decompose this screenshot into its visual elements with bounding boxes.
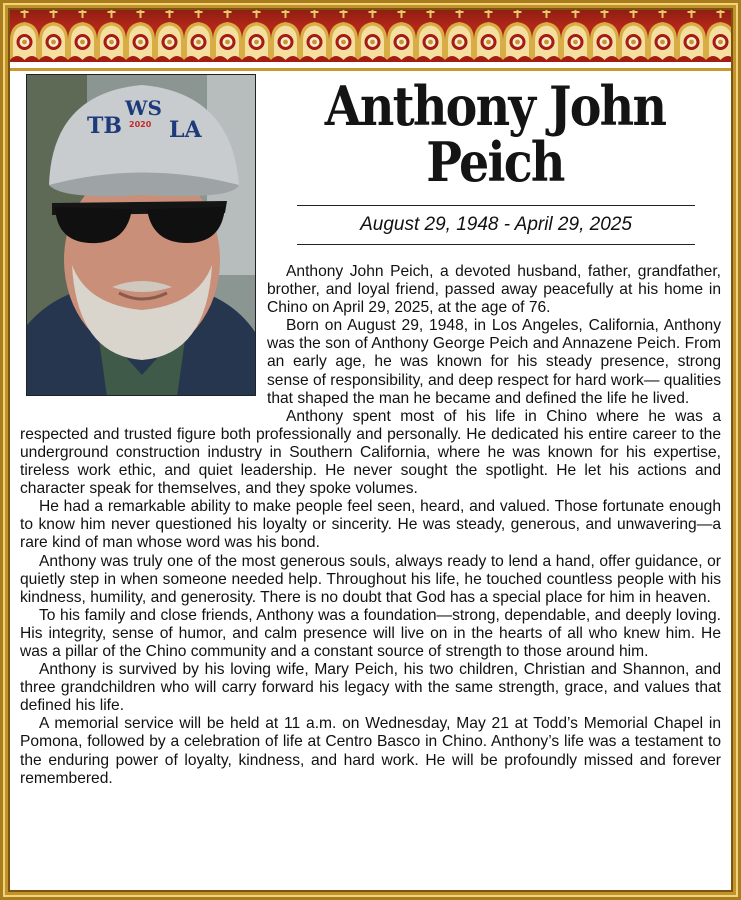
name-line-first: Anthony John (324, 74, 666, 138)
paragraph: Anthony was truly one of the most generous souls, always ready to lend a hand, offer guidance, or quietly step in when someone needed help. Throughout his life, he touched countless people with his kindness, humility, and generosity. There is no doubt that God has a special place for him in heaven. (20, 552, 721, 606)
cap-logo-la: LA (169, 117, 202, 143)
cap-logo-tb: TB (87, 113, 122, 139)
cap-logo-ws: WS (125, 96, 162, 120)
paragraph: Anthony John Peich, a devoted husband, father, grandfather, brother, and loyal friend, passed away peacefully at his home in Chino on April 29, 2025, at the age of 76. (267, 263, 721, 317)
paragraph: Born on August 29, 1948, in Los Angeles, California, Anthony was the son of Anthony George Peich and Annazene Peich. From an early age, he was known for his steady presence, strong sense of responsibility, and deep respect for hard work— qualities that shaped the man he became and defined the life he lived. (267, 317, 721, 407)
cap-logo-year: 2020 (129, 120, 152, 129)
obituary-body (20, 263, 721, 788)
life-dates-rule (297, 205, 695, 245)
life-dates: August 29, 1948 - April 29, 2025 (360, 214, 632, 235)
paragraph: To his family and close friends, Anthony was a foundation—strong, dependable, and deeply loving. His integrity, sense of humor, and calm presence will live on in the hearts of all who knew him. He was a pillar of the Chino community and a constant source of strength to those around him. (20, 606, 721, 660)
paragraph: He had a remarkable ability to make people feel seen, heard, and valued. Those fortunate enough to know him never questioned his loyalty or sincerity. He was steady, generous, and unwavering—a rare kind of man whose word was his bond. (20, 498, 721, 552)
paragraph: Anthony is survived by his loving wife, Mary Peich, his two children, Christian and Shannon, and three grandchildren who will carry forward his legacy with the same strength, grace, and values that defined his life. (20, 661, 721, 715)
name-line-last: Peich (426, 130, 564, 194)
paragraph: A memorial service will be held at 11 a.m. on Wednesday, May 21 at Todd’s Memorial Chapel in Pomona, followed by a celebration of life at Centro Basco in Chino. Anthony’s life was a testament to the enduring power of loyalty, kindness, and hard work. He will be profoundly missed and forever remembered. (20, 715, 721, 787)
deceased-name (270, 74, 720, 194)
ornament-pattern (0, 0, 741, 68)
decorative-header-border (0, 0, 741, 71)
paragraph: Anthony spent most of his life in Chino where he was a respected and trusted figure both professionally and personally. He dedicated his entire career to the underground construction industry in Southern California, where he was known for his expertise, tireless work ethic, and quiet leadership. He never sought the spotlight. He let his actions and character speak for themselves, and they spoke volumes. (20, 407, 721, 498)
